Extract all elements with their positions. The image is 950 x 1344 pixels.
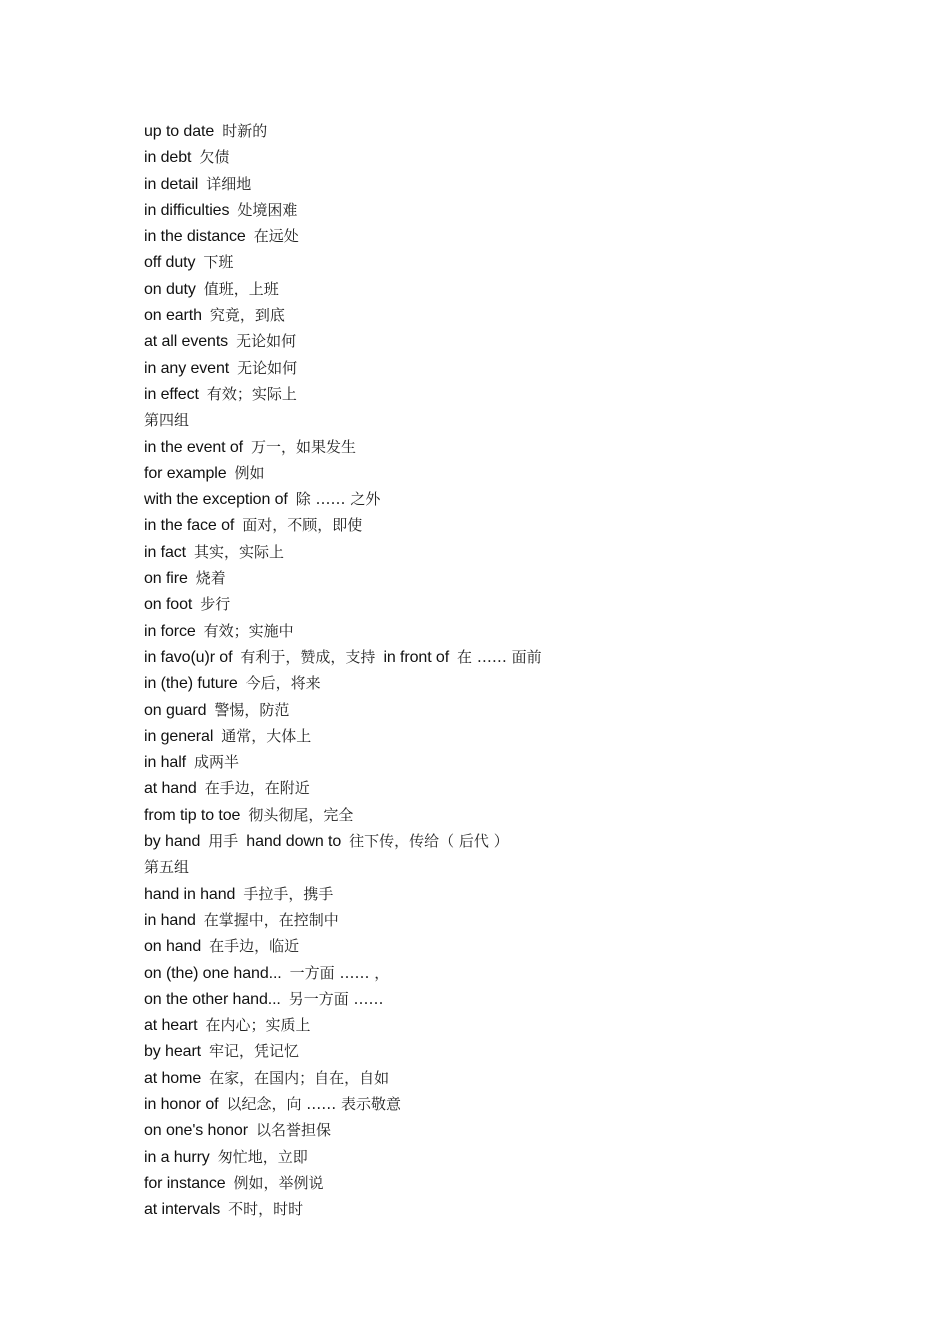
- phrase-chinese: 在内心；实质上: [205, 1016, 311, 1035]
- phrase-english: with the exception of: [144, 491, 288, 509]
- phrase-line: [144, 1038, 904, 1064]
- phrase-english: in the distance: [144, 228, 246, 246]
- phrase-chinese: 其实，实际上: [194, 542, 285, 561]
- phrase-chinese: 究竟，到底: [209, 306, 285, 325]
- phrase-line: [144, 565, 904, 591]
- phrase-english: in (the) future: [144, 675, 238, 693]
- phrase-line: [144, 802, 904, 828]
- phrase-line: [144, 512, 904, 538]
- phrase-english: hand in hand: [144, 885, 236, 903]
- phrase-chinese: 牢记，凭记忆: [209, 1042, 300, 1061]
- phrase-english: on guard: [144, 701, 207, 719]
- phrase-chinese: 下班: [203, 253, 234, 272]
- phrase-chinese: 处境困难: [237, 200, 298, 219]
- section-heading-text: 第四组: [144, 411, 190, 430]
- phrase-english: in hand: [144, 911, 196, 929]
- phrase-line: [144, 302, 904, 328]
- phrase-line: [144, 723, 904, 749]
- phrase-chinese: 以名誉担保: [255, 1121, 331, 1140]
- phrase-chinese: 有利于，赞成，支持: [240, 647, 376, 666]
- phrase-english: in detail: [144, 175, 199, 193]
- phrase-chinese: 彻头彻尾，完全: [248, 805, 354, 824]
- phrase-line: [144, 1091, 904, 1117]
- phrase-chinese: 匆忙地，立即: [217, 1147, 308, 1166]
- phrase-chinese-second: 往下传，传给（ 后代 ）: [349, 832, 509, 851]
- phrase-chinese: 有效；实施中: [203, 621, 294, 640]
- phrase-chinese: 无论如何: [237, 358, 298, 377]
- phrase-english: from tip to toe: [144, 806, 241, 824]
- phrase-english: in force: [144, 622, 196, 640]
- phrase-line: [144, 828, 904, 854]
- phrase-line: [144, 644, 904, 670]
- phrase-english: on hand: [144, 938, 202, 956]
- phrase-english: on duty: [144, 280, 196, 298]
- section-heading: [144, 854, 904, 880]
- phrase-chinese: 欠债: [199, 148, 230, 167]
- section-heading: [144, 407, 904, 433]
- phrase-english: at intervals: [144, 1201, 221, 1219]
- phrase-chinese: 值班，上班: [203, 279, 279, 298]
- phrase-english: for instance: [144, 1174, 226, 1192]
- phrase-chinese: 手拉手，携手: [243, 884, 334, 903]
- phrase-english: in favo(u)r of: [144, 648, 233, 666]
- phrase-english: up to date: [144, 123, 215, 140]
- phrase-line: [144, 249, 904, 275]
- phrase-chinese: 万一，如果发生: [251, 437, 357, 456]
- phrase-line: [144, 1196, 904, 1222]
- phrase-line: [144, 434, 904, 460]
- phrase-english: on (the) one hand...: [144, 964, 282, 982]
- phrase-chinese: 除 …… 之外: [295, 490, 381, 509]
- phrase-line: [144, 486, 904, 512]
- phrase-line: [144, 881, 904, 907]
- phrase-line: [144, 591, 904, 617]
- phrase-chinese: 有效；实际上: [206, 384, 297, 403]
- phrase-line: [144, 223, 904, 249]
- phrase-chinese: 详细地: [206, 174, 252, 193]
- phrase-line: [144, 775, 904, 801]
- phrase-line: [144, 171, 904, 197]
- phrase-chinese: 无论如何: [236, 332, 297, 351]
- phrase-chinese: 一方面 …… ，: [289, 963, 390, 982]
- phrase-chinese: 在远处: [253, 227, 299, 246]
- phrase-english: in the event of: [144, 438, 244, 456]
- phrase-line: [144, 118, 904, 144]
- phrase-chinese: 在手边，在附近: [204, 779, 310, 798]
- phrase-chinese: 另一方面 ……: [288, 989, 384, 1008]
- phrase-line: [144, 1117, 904, 1143]
- phrase-chinese: 时新的: [222, 122, 268, 140]
- phrase-line: [144, 328, 904, 354]
- phrase-chinese: 例如，举例说: [233, 1173, 324, 1192]
- phrase-line: [144, 933, 904, 959]
- phrase-english-second: in front of: [383, 648, 450, 666]
- phrase-line: [144, 986, 904, 1012]
- phrase-chinese: 烧着: [195, 569, 226, 588]
- phrase-line: [144, 960, 904, 986]
- phrase-line: [144, 1144, 904, 1170]
- phrase-english: in the face of: [144, 517, 235, 535]
- phrase-english: on fire: [144, 570, 188, 588]
- phrase-chinese: 不时，时时: [228, 1200, 304, 1219]
- phrase-english: in general: [144, 727, 214, 745]
- phrase-chinese: 今后，将来: [245, 674, 321, 693]
- phrase-chinese: 在家，在国内；自在，自如: [209, 1068, 390, 1087]
- phrase-english: on one's honor: [144, 1122, 248, 1140]
- phrase-line: [144, 749, 904, 775]
- phrase-line: [144, 539, 904, 565]
- phrase-line: [144, 1012, 904, 1038]
- phrase-english: in debt: [144, 149, 192, 167]
- phrase-english: in difficulties: [144, 201, 230, 219]
- phrase-english: for example: [144, 464, 227, 482]
- phrase-line: [144, 618, 904, 644]
- phrase-english: in any event: [144, 359, 230, 377]
- phrase-chinese: 例如: [234, 463, 265, 482]
- phrase-english: in effect: [144, 385, 199, 403]
- phrase-english: in honor of: [144, 1095, 219, 1113]
- phrase-chinese: 在手边，临近: [209, 937, 300, 956]
- phrase-chinese: 成两半: [194, 753, 240, 772]
- phrase-line: [144, 144, 904, 170]
- phrase-line: [144, 1170, 904, 1196]
- phrase-chinese: 步行: [200, 595, 231, 614]
- phrase-chinese: 用手: [208, 832, 239, 851]
- phrase-line: [144, 355, 904, 381]
- phrase-english: on earth: [144, 307, 202, 325]
- phrase-line: [144, 1065, 904, 1091]
- phrase-english: by hand: [144, 833, 201, 851]
- phrase-chinese: 面对，不顾，即使: [242, 516, 363, 535]
- phrase-chinese-second: 在 …… 面前: [457, 647, 542, 666]
- phrase-english: in fact: [144, 543, 186, 561]
- phrase-list: [144, 118, 904, 1222]
- phrase-english-second: hand down to: [246, 833, 342, 851]
- phrase-english: at hand: [144, 780, 197, 798]
- phrase-chinese: 以纪念，向 …… 表示敬意: [226, 1094, 402, 1113]
- phrase-chinese: 在掌握中，在控制中: [203, 910, 339, 929]
- phrase-line: [144, 460, 904, 486]
- phrase-english: at all events: [144, 333, 229, 351]
- phrase-line: [144, 381, 904, 407]
- phrase-line: [144, 197, 904, 223]
- phrase-english: in a hurry: [144, 1148, 210, 1166]
- phrase-chinese: 警惕，防范: [214, 700, 290, 719]
- phrase-english: on foot: [144, 596, 193, 614]
- phrase-english: off duty: [144, 254, 196, 272]
- phrase-line: [144, 276, 904, 302]
- phrase-line: [144, 907, 904, 933]
- section-heading-text: 第五组: [144, 858, 190, 877]
- phrase-english: in half: [144, 754, 186, 772]
- phrase-chinese: 通常，大体上: [221, 726, 312, 745]
- phrase-english: on the other hand...: [144, 990, 281, 1008]
- phrase-line: [144, 697, 904, 723]
- phrase-english: by heart: [144, 1043, 202, 1061]
- phrase-english: at home: [144, 1069, 202, 1087]
- phrase-english: at heart: [144, 1017, 198, 1035]
- phrase-line: [144, 670, 904, 696]
